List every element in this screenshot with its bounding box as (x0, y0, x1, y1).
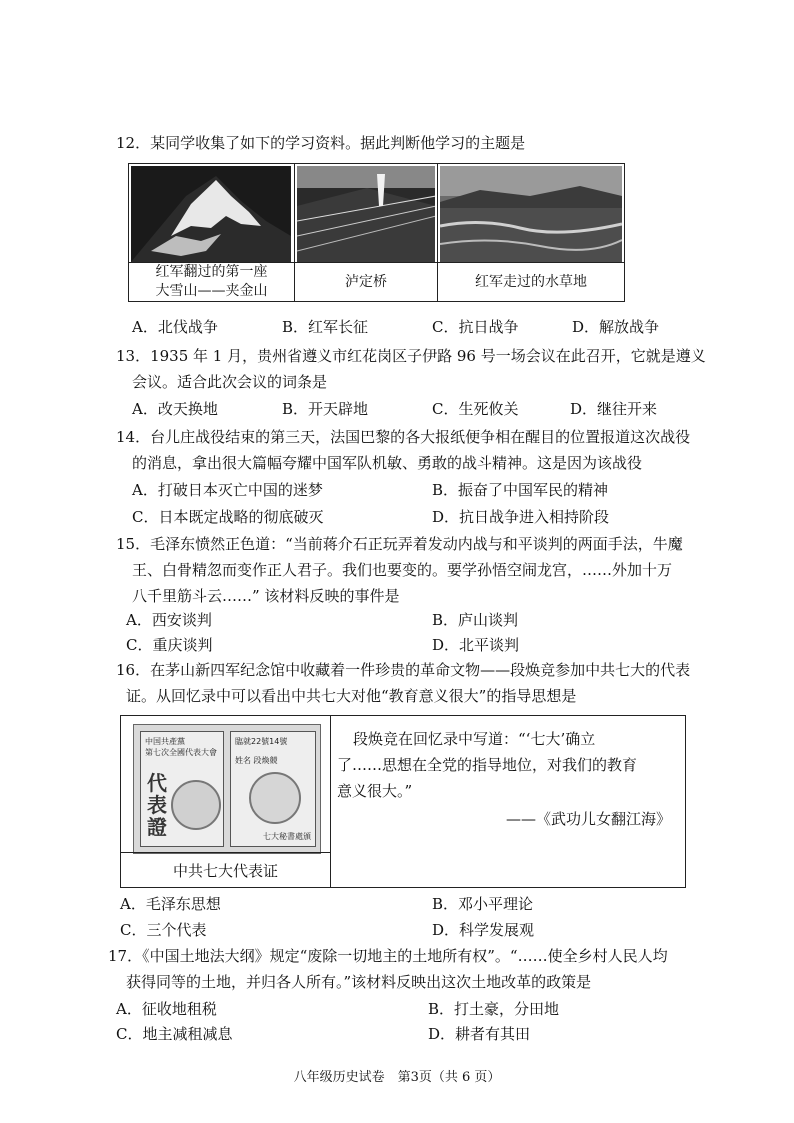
q12-caption-2 (295, 262, 437, 301)
q14-option-a: A．打破日本灭亡中国的迷梦 (132, 481, 323, 499)
q16-stem-line-2: 证。从回忆录中可以看出中共七大对他“教育意义很大”的指导思想是 (126, 687, 577, 705)
q16-material-box (120, 715, 686, 888)
q16-quote (337, 726, 673, 804)
caption-line: 泸定桥 (345, 273, 387, 290)
page-footer: 八年级历史试卷 第3页（共 6 页） (293, 1070, 501, 1085)
grassland-photo (440, 166, 622, 262)
q13-option-a: A．改天换地 (132, 400, 218, 418)
cert-char: 代 (147, 771, 167, 795)
q16-option-b: B．邓小平理论 (432, 895, 534, 913)
cert-char: 表 (147, 793, 167, 817)
q17-option-c: C．地主减租减息 (116, 1025, 233, 1043)
q16-option-d: D．科学发展观 (432, 921, 535, 939)
q13-option-c: C．生死攸关 (432, 400, 519, 418)
q15-option-a: A．西安谈判 (126, 611, 212, 629)
cert-text: 第七次全國代表大會 (145, 748, 217, 757)
certificate-inner-page (230, 731, 316, 847)
cert-text: 姓名 段煥競 (235, 756, 278, 765)
cert-text: 臨就22號14號 (235, 737, 288, 746)
q16-quote-source: ——《武功儿女翻江海》 (505, 810, 671, 828)
q12-caption-1 (129, 262, 294, 301)
q14-stem-line-1: 14．台儿庄战役结束的第三天，法国巴黎的各大报纸便争相在醒目的位置报道这次战役 (116, 428, 691, 446)
q17-option-d: D．耕者有其田 (428, 1025, 531, 1043)
cert-text: 七大秘書處頒 (263, 832, 311, 841)
q12-caption-3 (438, 262, 624, 301)
cert-text: 中国共產黨 (145, 737, 185, 746)
q15-option-d: D．北平谈判 (432, 636, 520, 654)
caption-line: 红军翻过的第一座 (155, 264, 268, 280)
q12-option-b: B．红军长征 (282, 318, 369, 336)
cert-char: 證 (147, 815, 167, 839)
q14-stem-line-2: 的消息，拿出很大篇幅夸耀中国军队机敏、勇敢的战斗精神。这是因为该战役 (132, 454, 643, 472)
q12-panel-jiajin (129, 164, 295, 301)
quote-line: 了……思想在全党的指导地位，对我们的教育 (337, 756, 638, 774)
q12-option-d: D．解放战争 (572, 318, 660, 336)
q15-stem-line-2: 王、白骨精忽而变作正人君子。我们也要变的。要学孙悟空闹龙宫，……外加十万 (132, 561, 673, 579)
q12-option-a: A．北伐战争 (132, 318, 218, 336)
q16-option-a: A．毛泽东思想 (120, 895, 221, 913)
quote-line: 意义很大。” (337, 782, 413, 800)
q13-option-d: D．继往开来 (570, 400, 658, 418)
q14-option-d: D．抗日战争进入相持阶段 (432, 508, 610, 526)
delegate-certificate-image (133, 724, 321, 854)
q16-stem-line-1: 16．在茅山新四军纪念馆中收藏着一件珍贵的革命文物——段焕竞参加中共七大的代表 (116, 661, 691, 679)
q15-option-c: C．重庆谈判 (126, 636, 213, 654)
q14-option-b: B．振奋了中国军民的精神 (432, 481, 609, 499)
q12-option-c: C．抗日战争 (432, 318, 519, 336)
q12-image-strip (128, 163, 625, 302)
q17-option-a: A．征收地租税 (116, 1000, 217, 1018)
q15-stem-line-1: 15．毛泽东愤然正色道：“当前蒋介石正玩弄着发动内战与和平谈判的两面手法，牛魔 (116, 535, 683, 553)
q12-panel-luding (295, 164, 438, 301)
seal-stamp-icon (249, 772, 301, 824)
q15-stem-line-3: 八千里筋斗云……” 该材料反映的事件是 (132, 587, 400, 605)
q17-option-b: B．打土豪，分田地 (428, 1000, 560, 1018)
q12-stem: 12．某同学收集了如下的学习资料。据此判断他学习的主题是 (116, 134, 526, 152)
certificate-caption: 中共七大代表证 (121, 852, 330, 887)
certificate-cover (140, 731, 224, 847)
q16-certificate-panel (121, 716, 331, 887)
caption-line: 红军走过的水草地 (475, 273, 587, 290)
caption-line: 大雪山——夹金山 (155, 283, 268, 299)
q12-panel-grassland (438, 164, 624, 301)
q17-stem-line-2: 获得同等的土地，并归各人所有。”该材料反映出这次土地改革的政策是 (126, 973, 592, 991)
q14-option-c: C．日本既定战略的彻底破灭 (132, 508, 324, 526)
q13-stem-line-2: 会议。适合此次会议的词条是 (132, 373, 328, 391)
bridge-photo (297, 166, 435, 262)
q13-stem-line-1: 13．1935 年 1 月，贵州省遵义市红花岗区子伊路 96 号一场会议在此召开，它就是遵义 (116, 347, 706, 365)
q15-option-b: B．庐山谈判 (432, 611, 519, 629)
seal-stamp-icon (171, 780, 221, 830)
q13-option-b: B．开天辟地 (282, 400, 369, 418)
snow-mountain-photo (131, 166, 292, 262)
q17-stem-line-1: 17．《中国土地法大纲》规定“废除一切地主的土地所有权”。“……使全乡村人民人均 (108, 947, 668, 965)
q16-option-c: C．三个代表 (120, 921, 207, 939)
quote-line: 段焕竞在回忆录中写道：“‘七大’确立 (353, 730, 596, 748)
